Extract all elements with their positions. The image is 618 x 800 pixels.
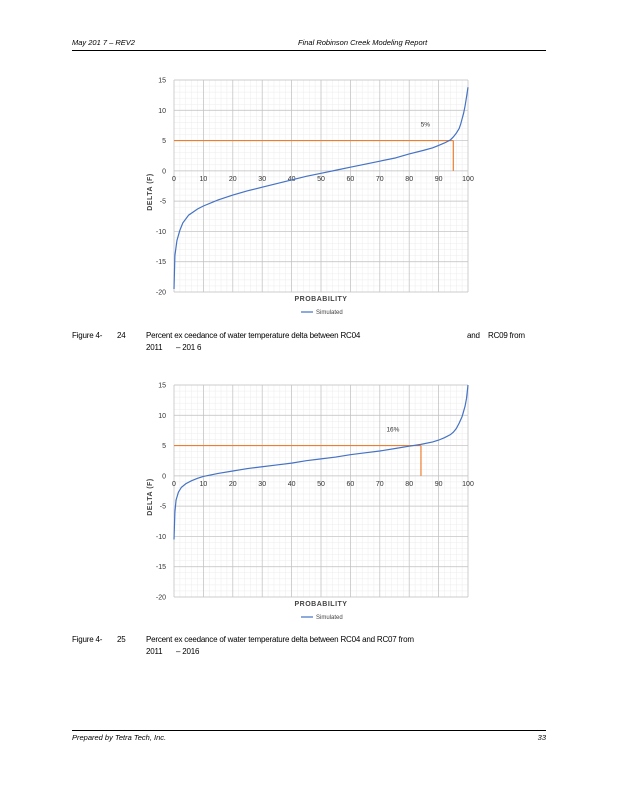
y-tick-label: -5 <box>159 503 166 511</box>
chart-1 <box>140 75 480 320</box>
y-tick-label: -20 <box>155 594 166 602</box>
y-axis-label: DELTA (F) <box>147 478 154 516</box>
threshold-label: 16% <box>386 426 400 434</box>
x-axis-label: PROBABILITY <box>294 601 348 608</box>
x-tick-label: 20 <box>228 480 237 488</box>
y-tick-label: 0 <box>162 473 166 481</box>
x-axis-label: PROBABILITY <box>294 296 348 303</box>
y-tick-label: -15 <box>155 564 166 572</box>
header-title: Final Robinson Creek Modeling Report <box>298 38 428 47</box>
x-tick-label: 70 <box>375 175 384 183</box>
x-tick-label: 80 <box>405 175 414 183</box>
x-tick-label: 60 <box>346 480 355 488</box>
x-tick-label: 30 <box>258 175 267 183</box>
caption-text: Percent ex ceedance of water temperature delta between RC04 <box>146 331 361 340</box>
caption-and: and <box>467 331 480 340</box>
y-tick-label: -5 <box>159 198 166 206</box>
caption-text: Percent ex ceedance of water temperature delta between RC04 and RC07 from <box>146 635 414 644</box>
y-tick-label: -10 <box>155 228 166 236</box>
y-tick-label: -10 <box>155 533 166 541</box>
x-tick-label: 90 <box>434 175 443 183</box>
header-rule <box>72 50 546 51</box>
y-tick-label: 10 <box>158 107 166 115</box>
y-tick-label: 15 <box>158 382 166 390</box>
footer-rule <box>72 730 546 731</box>
x-tick-label: 10 <box>199 480 208 488</box>
y-axis-label: DELTA (F) <box>147 173 154 211</box>
caption-from: RC09 from <box>488 331 525 340</box>
page-number: 33 <box>537 733 546 742</box>
caption-year-end: – 2016 <box>176 647 200 656</box>
caption-num: 24 <box>117 331 126 340</box>
x-tick-label: 100 <box>462 480 474 488</box>
chart-1-svg <box>140 75 480 320</box>
x-tick-label: 90 <box>434 480 443 488</box>
x-tick-label: 100 <box>462 175 474 183</box>
caption-fig: Figure 4- <box>72 331 103 340</box>
x-tick-label: 70 <box>375 480 384 488</box>
x-tick-label: 30 <box>258 480 267 488</box>
x-tick-label: 50 <box>317 175 325 183</box>
x-tick-label: 10 <box>199 175 208 183</box>
y-tick-label: 15 <box>158 77 166 85</box>
x-tick-label: 60 <box>346 175 355 183</box>
y-tick-label: 5 <box>162 138 166 146</box>
legend-label: Simulated <box>316 615 343 621</box>
header-left: May 201 7 – REV2 <box>72 38 135 47</box>
caption-year-start: 2011 <box>146 343 163 352</box>
caption-fig: Figure 4- <box>72 635 103 644</box>
x-tick-label: 0 <box>172 175 176 183</box>
y-tick-label: 5 <box>162 443 166 451</box>
x-tick-label: 40 <box>287 175 296 183</box>
footer-left: Prepared by Tetra Tech, Inc. <box>72 733 167 742</box>
caption-year-end: – 201 6 <box>176 343 202 352</box>
x-tick-label: 50 <box>317 480 325 488</box>
x-tick-label: 20 <box>228 175 237 183</box>
x-tick-label: 0 <box>172 480 176 488</box>
chart-2 <box>140 380 480 625</box>
y-tick-label: -20 <box>155 289 166 297</box>
y-tick-label: 10 <box>158 412 166 420</box>
y-tick-label: 0 <box>162 168 166 176</box>
page-header <box>72 36 546 50</box>
threshold-label: 5% <box>420 121 431 129</box>
legend-label: Simulated <box>316 310 343 316</box>
x-tick-label: 40 <box>287 480 296 488</box>
x-tick-label: 80 <box>405 480 414 488</box>
y-tick-label: -15 <box>155 259 166 267</box>
chart-2-svg <box>140 380 480 625</box>
caption-num: 25 <box>117 635 126 644</box>
caption-year-start: 2011 <box>146 647 163 656</box>
